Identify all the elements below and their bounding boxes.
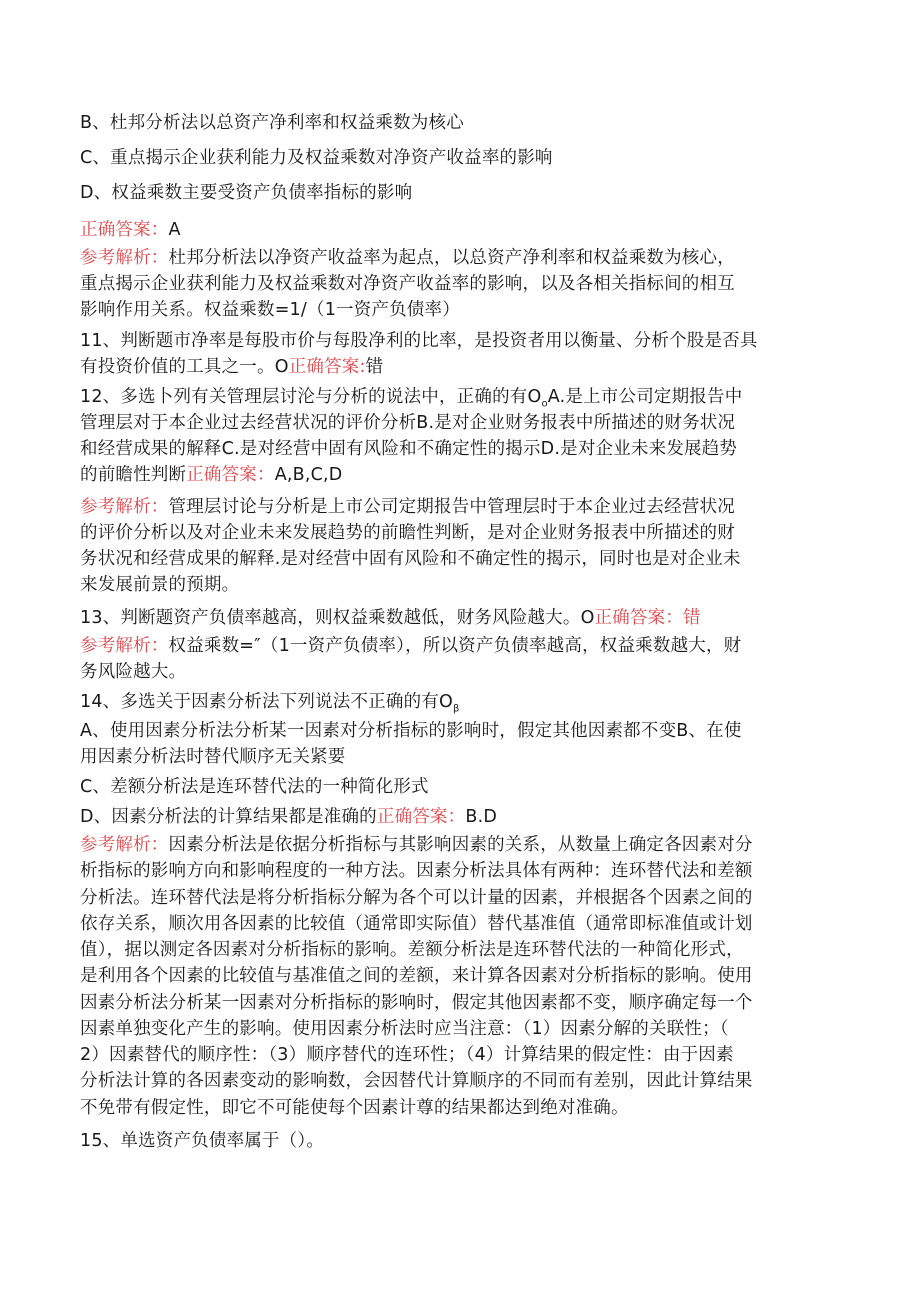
option-d: D、权益乘数主要受资产负债率指标的影响 (80, 183, 413, 203)
q14-analysis-line: 是利用各个因素的比较值与基准值之间的差额，来计算各因素对分析指标的影响。使用 (80, 966, 753, 986)
q14-option-c: C、差额分析法是连环替代法的一种简化形式 (80, 777, 429, 797)
q14-option-d (80, 804, 497, 830)
question-subscript: o (541, 398, 548, 410)
answer-label: 正确答案: (288, 357, 366, 377)
analysis-text: 权益乘数=″（1一资产负债率），所以资产负债率越高，权益乘数越大，财 (168, 636, 742, 656)
q15-question-line: 15、单选资产负债率属于（）。 (80, 1131, 325, 1151)
analysis-text: 因素分析法是依据分析指标与其影响因素的关系，从数量上确定各因素对分 (168, 835, 753, 855)
q12-question-line: 和经营成果的解释C.是对经营中固有风险和不确定性的揭示D.是对企业未来发展趋势 (80, 439, 738, 459)
q14-option-a: A、使用因素分析法分析某一因素对分析指标的影响时，假定其他因素都不变B、在使 (80, 721, 742, 741)
question-text: 13、判断题资产负债率越高，则权益乘数越低，财务风险越大。O (80, 608, 595, 628)
question-text: A.是上市公司定期报告中 (547, 387, 743, 407)
analysis-label: 参考解析： (80, 835, 169, 855)
answer-label: 正确答案： (376, 807, 466, 827)
q10-analysis-line: 影响作用关系。权益乘数=1/（1一资产负债率） (80, 300, 460, 320)
answer-value: B.D (465, 807, 498, 827)
q12-analysis-line: 来发展前景的预期。 (80, 575, 240, 595)
analysis-label: 参考解析： (80, 497, 169, 517)
q14-analysis-line: 值），据以测定各因素对分析指标的影响。差额分析法是连环替代法的一种简化形式， (80, 940, 744, 960)
analysis-text: 杜邦分析法以净资产收益率为起点，以总资产净利率和权益乘数为核心， (168, 248, 735, 268)
q11-question-line (80, 354, 383, 380)
answer-value: A,B,C,D (274, 465, 343, 485)
answer-value: 错 (683, 608, 701, 628)
q10-analysis-line: 重点揭示企业获利能力及权益乘数对净资产收益率的影响，以及各相关指标间的相互 (80, 274, 735, 294)
question-text: 14、多选关于因素分析法下列说法不正确的有O (80, 692, 453, 712)
q14-analysis-line: 因素分析法分析某一因素对分析指标的影响时，假定其他因素都不变，顺序确定每一个 (80, 993, 753, 1013)
answer-label: 正确答案： (186, 465, 275, 485)
q12-analysis-line (80, 494, 735, 520)
question-text: D、因素分析法的计算结果都是准确的 (80, 807, 377, 827)
q11-question-line: 11、判断题市净率是每股市价与每股净利的比率，是投资者用以衡量、分析个股是否具 (80, 331, 758, 351)
option-c: C、重点揭示企业获利能力及权益乘数对净资产收益率的影响 (80, 148, 553, 168)
answer-value: A (168, 220, 181, 240)
q14-analysis-line: 分析法计算的各因素变动的影响数，会因替代计算顺序的不同而有差别，因此计算结果 (80, 1071, 753, 1091)
q13-analysis-line (80, 633, 741, 659)
q10-answer-line (80, 217, 181, 243)
q12-analysis-line: 的评价分析以及对企业未来发展趋势的前瞻性判断，是对企业财务报表中所描述的财 (80, 523, 735, 543)
q14-analysis-line: 分析法。连环替代法是将分析指标分解为各个可以计量的因素，并根据各个因素之间的 (80, 888, 753, 908)
q14-analysis-line: 不免带有假定性，即它不可能使每个因素计尊的结果都达到绝对准确。 (80, 1098, 629, 1118)
analysis-text: 管理层讨论与分析是上市公司定期报告中管理层时于本企业过去经营状况 (168, 497, 735, 517)
q12-question-line: 管理层对于本企业过去经营状况的评价分析B.是对企业财务报表中所描述的财务状况 (80, 413, 736, 433)
question-text: 的前瞻性判断 (80, 465, 187, 485)
q14-analysis-line: 因素单独变化产生的影响。使用因素分析法时应当注意：（1）因素分解的关联性；（ (80, 1019, 729, 1039)
q14-option-a-cont: 用因素分析法时替代顺序无关紧要 (80, 747, 346, 767)
q14-analysis-line: 2）因素替代的顺序性：（3）顺序替代的连环性；（4）计算结果的假定性：由于因素 (80, 1045, 734, 1065)
q13-analysis-line: 务风险越大。 (80, 662, 187, 682)
question-text: 有投资价值的工具之一。O (80, 357, 289, 377)
answer-value: 错 (365, 357, 384, 377)
answer-label: 正确答案： (80, 220, 169, 240)
q10-analysis-line (80, 245, 735, 271)
question-text: 12、多选卜列有关管理层讨沦与分析的说法中，正确的有O (80, 387, 542, 407)
analysis-label: 参考解析： (80, 248, 169, 268)
q12-analysis-line: 务状况和经营成果的解释.是对经营中固有风险和不确定性的揭示，同时也是对企业未 (80, 549, 741, 569)
analysis-label: 参考解析： (80, 636, 169, 656)
q14-analysis-line: 依存关系，顺次用各因素的比较值（通常即实际值）替代基准值（通常即标准值或计划 (80, 914, 753, 934)
q13-question-line (80, 605, 701, 631)
option-b: B、杜邦分析法以总资产净利率和权益乘数为核心 (80, 113, 464, 133)
answer-label: 正确答案： (594, 608, 684, 628)
question-subscript: β (452, 703, 460, 715)
q12-question-line (80, 462, 342, 488)
q14-analysis-line (80, 832, 753, 858)
q14-analysis-line: 析指标的影响方向和影响程度的一种方法。因素分析法具体有两种：连环替代法和差额 (80, 861, 753, 881)
